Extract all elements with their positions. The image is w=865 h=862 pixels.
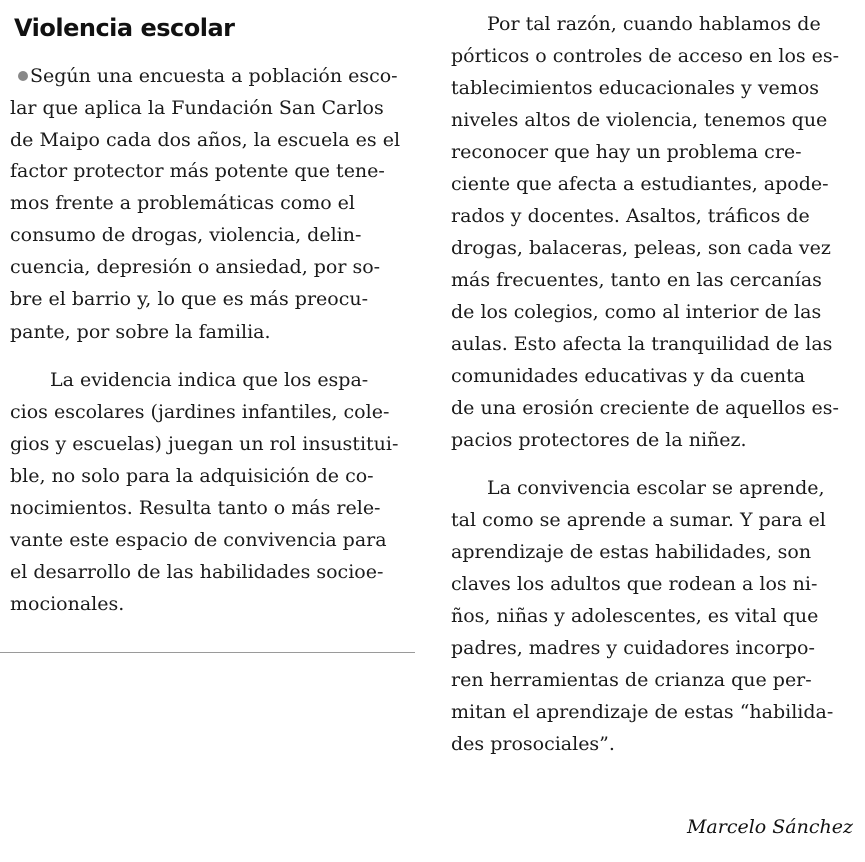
column-divider [0, 652, 415, 653]
right-line-9: más frecuentes, tanto en las cercanías [451, 269, 822, 291]
left-line-15: vante este espacio de convivencia para [10, 529, 387, 551]
author-signature: Marcelo Sánchez [686, 816, 853, 838]
left-line-1: Según una encuesta a población esco- [18, 64, 398, 88]
right-line-12: comunidades educativas y da cuenta [451, 365, 806, 387]
right-line-13: de una erosión creciente de aquellos es- [451, 397, 839, 419]
right-line-6: ciente que afecta a estudiantes, apode- [451, 173, 829, 195]
right-line-18: claves los adultos que rodean a los ni- [451, 573, 818, 595]
right-line-3: tablecimientos educacionales y vemos [451, 77, 820, 99]
left-line-10: La evidencia indica que los espa- [50, 369, 369, 391]
left-line-3: de Maipo cada dos años, la escuela es el [10, 129, 401, 151]
right-line-2: pórticos o controles de acceso en los es- [451, 45, 840, 67]
right-line-22: mitan el aprendizaje de estas “habilida- [451, 701, 834, 723]
right-line-11: aulas. Esto afecta la tranquilidad de las [451, 333, 833, 355]
bullet-icon [18, 71, 28, 81]
right-line-20: padres, madres y cuidadores incorpo- [451, 637, 815, 659]
right-line-23: des prosociales”. [451, 733, 615, 755]
right-line-15: La convivencia escolar se aprende, [487, 477, 825, 499]
left-line-8: bre el barrio y, lo que es más preocu- [10, 288, 369, 310]
left-line-14: nocimientos. Resulta tanto o más rele- [10, 497, 381, 519]
right-line-16: tal como se aprende a sumar. Y para el [451, 509, 826, 531]
right-line-1: Por tal razón, cuando hablamos de [487, 13, 821, 35]
right-line-21: ren herramientas de crianza que per- [451, 669, 812, 691]
left-line-6: consumo de drogas, violencia, delin- [10, 224, 362, 246]
left-line-7: cuencia, depresión o ansiedad, por so- [10, 256, 381, 278]
left-line-16: el desarrollo de las habilidades socioe- [10, 561, 384, 583]
headline: Violencia escolar [14, 14, 235, 42]
right-line-14: pacios protectores de la niñez. [451, 429, 747, 451]
left-line-4: factor protector más potente que tene- [10, 160, 385, 182]
right-line-17: aprendizaje de estas habilidades, son [451, 541, 812, 563]
left-line-17: mocionales. [10, 593, 125, 615]
right-line-19: ños, niñas y adolescentes, es vital que [451, 605, 819, 627]
left-line-9: pante, por sobre la familia. [10, 321, 271, 343]
right-line-5: reconocer que hay un problema cre- [451, 141, 802, 163]
left-line-12: gios y escuelas) juegan un rol insustitui- [10, 433, 399, 455]
left-line-13: ble, no solo para la adquisición de co- [10, 465, 374, 487]
right-line-8: drogas, balaceras, peleas, son cada vez [451, 237, 831, 259]
left-line-11: cios escolares (jardines infantiles, cole- [10, 401, 390, 423]
right-line-7: rados y docentes. Asaltos, tráficos de [451, 205, 810, 227]
right-line-10: de los colegios, como al interior de las [451, 301, 822, 323]
left-line-2: lar que aplica la Fundación San Carlos [10, 97, 384, 119]
right-line-4: niveles altos de violencia, tenemos que [451, 109, 828, 131]
left-line-5: mos frente a problemáticas como el [10, 192, 356, 214]
